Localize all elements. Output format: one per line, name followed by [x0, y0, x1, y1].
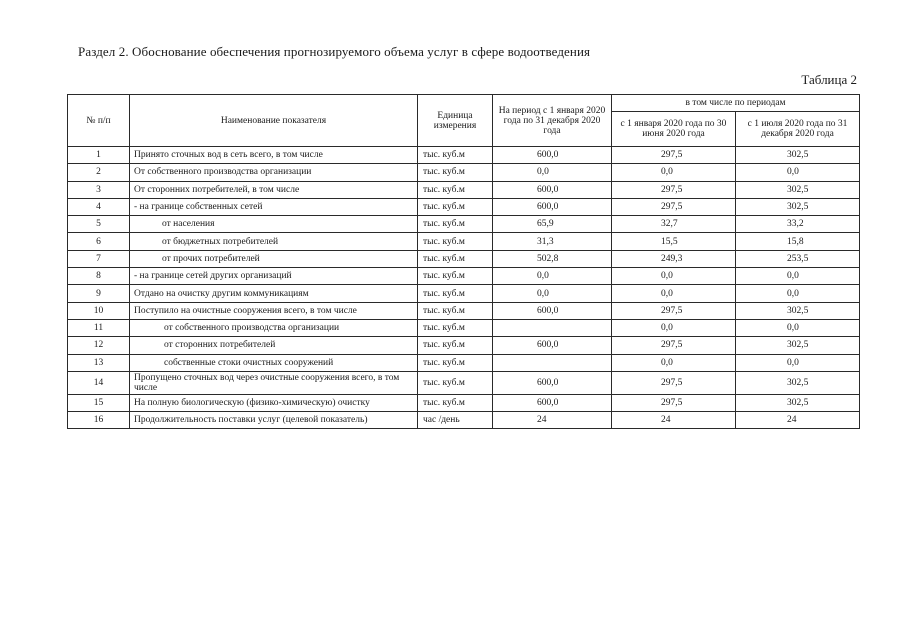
row-unit: тыс. куб.м [418, 233, 493, 250]
row-value-total [493, 319, 612, 336]
row-number: 6 [68, 233, 130, 250]
col-header-period-total: На период с 1 января 2020 года по 31 декабря 2020 года [493, 95, 612, 147]
row-unit: тыс. куб.м [418, 268, 493, 285]
row-unit: тыс. куб.м [418, 319, 493, 336]
row-value-h2: 302,5 [736, 302, 860, 319]
row-value-h2: 15,8 [736, 233, 860, 250]
row-value-total: 600,0 [493, 181, 612, 198]
row-value-total: 502,8 [493, 250, 612, 267]
row-indicator-name: - на границе сетей других организаций [130, 268, 418, 285]
table-row [68, 181, 860, 198]
row-value-total: 600,0 [493, 198, 612, 215]
row-indicator-name: От сторонних потребителей, в том числе [130, 181, 418, 198]
table-label: Таблица 2 [801, 72, 857, 87]
table-row [68, 198, 860, 215]
row-number: 3 [68, 181, 130, 198]
row-value-h1: 297,5 [612, 147, 736, 164]
row-indicator-name: - на границе собственных сетей [130, 198, 418, 215]
row-value-h1: 15,5 [612, 233, 736, 250]
table-row [68, 164, 860, 181]
row-value-h1: 297,5 [612, 371, 736, 394]
row-number: 11 [68, 319, 130, 336]
row-indicator-name: от сторонних потребителей [130, 337, 418, 354]
row-unit: тыс. куб.м [418, 181, 493, 198]
row-unit: тыс. куб.м [418, 354, 493, 371]
table-row [68, 319, 860, 336]
row-value-h2: 0,0 [736, 319, 860, 336]
row-value-h2: 0,0 [736, 268, 860, 285]
row-indicator-name: На полную биологическую (физико-химическую) очистку [130, 394, 418, 411]
row-value-h1: 249,3 [612, 250, 736, 267]
col-header-by-periods: в том числе по периодам [612, 95, 860, 112]
row-value-h1: 0,0 [612, 164, 736, 181]
row-unit: тыс. куб.м [418, 337, 493, 354]
row-value-h2: 0,0 [736, 164, 860, 181]
row-number: 9 [68, 285, 130, 302]
row-indicator-name: от собственного производства организации [130, 319, 418, 336]
row-unit: час /день [418, 412, 493, 429]
row-value-h1: 0,0 [612, 268, 736, 285]
indicators-table [67, 94, 860, 429]
row-value-h2: 302,5 [736, 147, 860, 164]
row-number: 2 [68, 164, 130, 181]
row-value-h2: 0,0 [736, 285, 860, 302]
row-value-total: 0,0 [493, 285, 612, 302]
section-heading: Раздел 2. Обоснование обеспечения прогнозируемого объема услуг в сфере водоотведения [78, 44, 591, 59]
row-value-total: 31,3 [493, 233, 612, 250]
row-unit: тыс. куб.м [418, 302, 493, 319]
row-value-h2: 0,0 [736, 354, 860, 371]
table-row [68, 412, 860, 429]
table-row [68, 354, 860, 371]
table-row [68, 250, 860, 267]
row-number: 16 [68, 412, 130, 429]
table-row [68, 285, 860, 302]
col-header-unit: Единица измерения [418, 95, 493, 147]
row-value-h2: 302,5 [736, 337, 860, 354]
row-number: 14 [68, 371, 130, 394]
row-value-h2: 302,5 [736, 371, 860, 394]
col-header-num: № п/п [68, 95, 130, 147]
row-value-h1: 297,5 [612, 337, 736, 354]
row-number: 15 [68, 394, 130, 411]
table-row [68, 268, 860, 285]
row-value-h2: 33,2 [736, 216, 860, 233]
row-unit: тыс. куб.м [418, 164, 493, 181]
table-row [68, 394, 860, 411]
row-value-h1: 32,7 [612, 216, 736, 233]
table-row [68, 371, 860, 394]
row-value-h2: 24 [736, 412, 860, 429]
row-number: 4 [68, 198, 130, 215]
row-value-total [493, 354, 612, 371]
row-unit: тыс. куб.м [418, 371, 493, 394]
row-number: 10 [68, 302, 130, 319]
table-row [68, 147, 860, 164]
row-value-h1: 24 [612, 412, 736, 429]
col-header-period-h2: с 1 июля 2020 года по 31 декабря 2020 года [736, 112, 860, 147]
col-header-period-h1: с 1 января 2020 года по 30 июня 2020 года [612, 112, 736, 147]
col-header-name: Наименование показателя [130, 95, 418, 147]
row-indicator-name: от прочих потребителей [130, 250, 418, 267]
row-value-total: 0,0 [493, 164, 612, 181]
row-value-total: 24 [493, 412, 612, 429]
row-unit: тыс. куб.м [418, 285, 493, 302]
row-value-h1: 297,5 [612, 198, 736, 215]
table-row [68, 337, 860, 354]
table-row [68, 216, 860, 233]
row-indicator-name: от бюджетных потребителей [130, 233, 418, 250]
row-unit: тыс. куб.м [418, 198, 493, 215]
row-number: 5 [68, 216, 130, 233]
row-number: 7 [68, 250, 130, 267]
row-value-total: 600,0 [493, 371, 612, 394]
row-unit: тыс. куб.м [418, 250, 493, 267]
row-unit: тыс. куб.м [418, 147, 493, 164]
row-value-total: 600,0 [493, 147, 612, 164]
row-value-h2: 302,5 [736, 198, 860, 215]
row-value-total: 600,0 [493, 302, 612, 319]
row-indicator-name: Отдано на очистку другим коммуникациям [130, 285, 418, 302]
row-value-h2: 253,5 [736, 250, 860, 267]
row-number: 13 [68, 354, 130, 371]
row-value-total: 600,0 [493, 394, 612, 411]
row-number: 1 [68, 147, 130, 164]
row-unit: тыс. куб.м [418, 216, 493, 233]
row-unit: тыс. куб.м [418, 394, 493, 411]
row-value-h1: 297,5 [612, 302, 736, 319]
row-value-total: 600,0 [493, 337, 612, 354]
table-row [68, 233, 860, 250]
row-number: 12 [68, 337, 130, 354]
row-indicator-name: собственные стоки очистных сооружений [130, 354, 418, 371]
row-value-h2: 302,5 [736, 181, 860, 198]
row-indicator-name: Пропущено сточных вод через очистные сооружения всего, в том числе [130, 371, 418, 394]
row-value-total: 0,0 [493, 268, 612, 285]
row-value-h1: 297,5 [612, 181, 736, 198]
row-number: 8 [68, 268, 130, 285]
row-indicator-name: от населения [130, 216, 418, 233]
row-indicator-name: От собственного производства организации [130, 164, 418, 181]
table-row [68, 302, 860, 319]
row-value-h2: 302,5 [736, 394, 860, 411]
row-value-h1: 297,5 [612, 394, 736, 411]
row-value-h1: 0,0 [612, 285, 736, 302]
row-value-h1: 0,0 [612, 354, 736, 371]
row-indicator-name: Продолжительность поставки услуг (целевой показатель) [130, 412, 418, 429]
row-indicator-name: Поступило на очистные сооружения всего, в том числе [130, 302, 418, 319]
row-indicator-name: Принято сточных вод в сеть всего, в том числе [130, 147, 418, 164]
row-value-total: 65,9 [493, 216, 612, 233]
row-value-h1: 0,0 [612, 319, 736, 336]
